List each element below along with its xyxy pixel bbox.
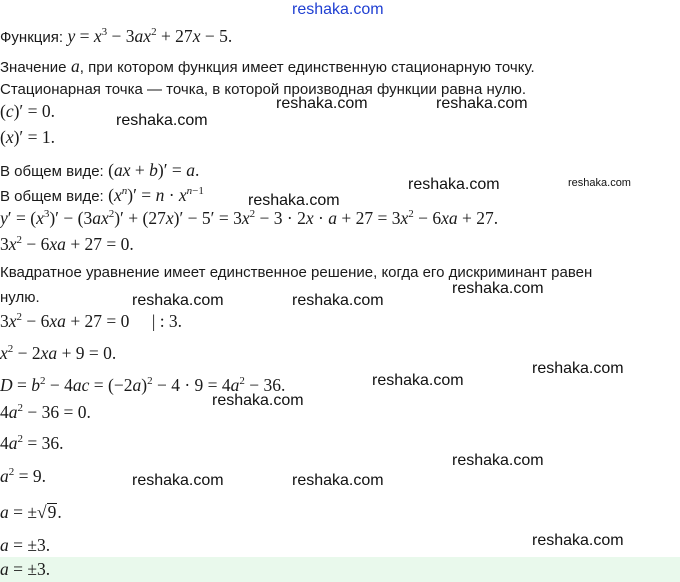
watermark: reshaka.com [292,472,384,489]
a-squared-36-line: $4a^2 = 36$. [0,433,64,453]
watermark: reshaka.com [532,532,624,549]
top-watermark: reshaka.com [292,1,384,18]
watermark: reshaka.com [248,192,340,209]
general-form-power: В общем виде: $(x^n)' = n \cdot x^{n-1}$ [0,185,204,205]
watermark: reshaka.com [212,392,304,409]
discriminant-line: $D = b^2 - 4ac = (-2a)^2 - 4 \cdot 9 = 4a^2 - 36$. [0,375,286,395]
watermark: reshaka.com [372,372,464,389]
derivative-line: $y' = (x^3)' - (3ax^2)' + (27x)' - 5' = 3x^2 - 3 \cdot 2x \cdot a + 27 = 3x^2 - 6xa + 27$. [0,208,499,228]
general-form-linear: В общем виде: (ax + b)′ = a. [0,160,200,180]
watermark: reshaka.com [132,292,224,309]
answer-highlight [0,557,680,582]
watermark: reshaka.com [408,176,500,193]
watermark: reshaka.com [116,112,208,129]
definition-line: Стационарная точка — точка, в которой производная функции равна нулю. [0,81,527,98]
rule-constant: (c)′ = 0. [0,101,56,121]
divide-line: $3x^2 - 6xa + 27 = 0$ | : 3. [0,311,183,331]
function-formula: $y = x^3 - 3ax^2 + 27x - 5$. [67,26,233,46]
a-squared-9-line: $a^2 = 9$. [0,466,46,486]
quadratic-condition-2: нулю. [0,289,40,306]
task-line: Значение a, при котором функция имеет единственную стационарную точку. [0,56,535,76]
discriminant-zero-line: $4a^2 - 36 = 0$. [0,402,91,422]
watermark: reshaka.com [436,95,528,112]
reduced-equation-line: $x^2 - 2xa + 9 = 0$. [0,343,117,363]
watermark: reshaka.com [132,472,224,489]
watermark: reshaka.com [452,452,544,469]
answer-line: a = ±3. [0,559,51,579]
derivative-zero-line: $3x^2 - 6xa + 27 = 0$. [0,234,134,254]
result-line: a = ±3. [0,535,51,555]
watermark: reshaka.com [532,360,624,377]
watermark: reshaka.com [292,292,384,309]
quadratic-condition-1: Квадратное уравнение имеет единственное решение, когда его дискриминант равен [0,264,593,281]
rule-x: (x)′ = 1. [0,127,56,147]
watermark: reshaka.com [276,95,368,112]
sqrt-line: a = ±√9. [0,502,62,522]
watermark: reshaka.com [568,177,631,189]
watermark: reshaka.com [452,280,544,297]
function-line: Функция: $y = x^3 - 3ax^2 + 27x - 5$. [0,26,233,46]
